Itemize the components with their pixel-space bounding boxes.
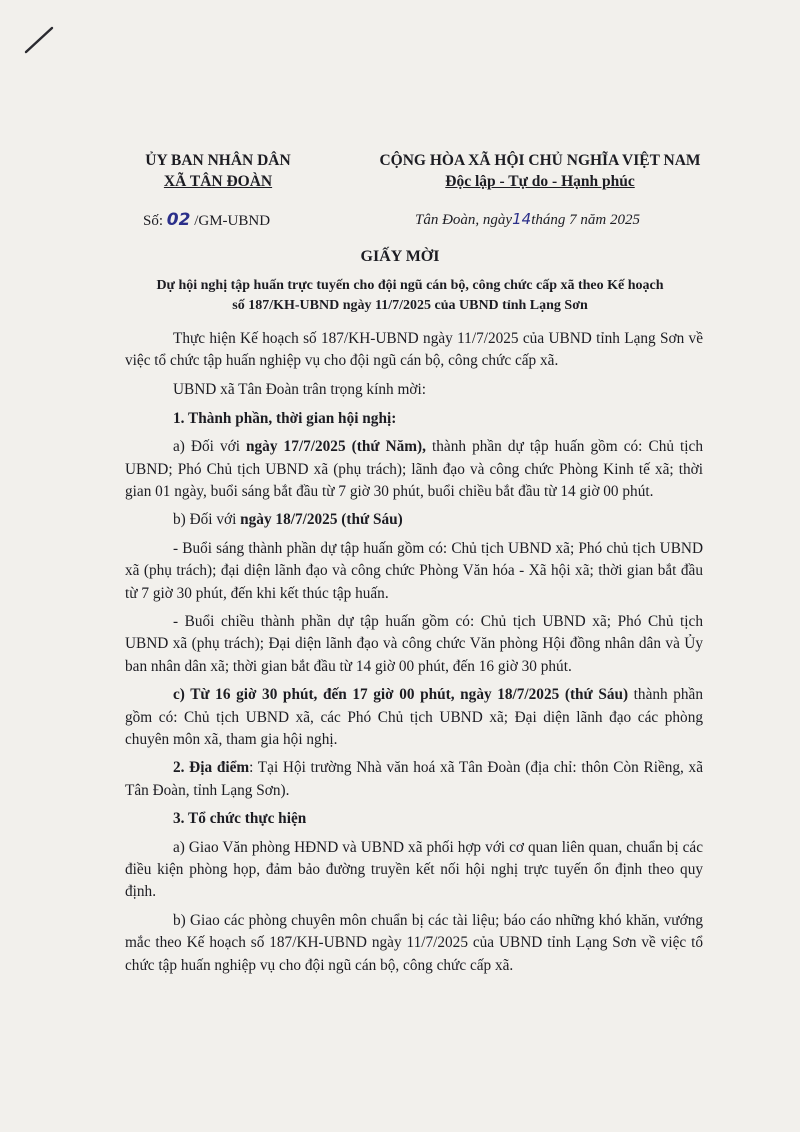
section-2 [125,757,703,801]
issuing-agency [128,150,308,192]
section-3b: b) Giao các phòng chuyên môn chuẩn bị các tài liệu; báo cáo những khó khăn, vướng mắc theo Kế hoạch số 187/KH-UBND ngày 11/7/2025 của UBND tỉnh Lạng Sơn về việc tổ chức tập huấn nghiệp vụ cho đội ngũ cán bộ, công chức cấp xã. [125,912,703,974]
motto: Độc lập - Tự do - Hạnh phúc [445,173,635,190]
subtitle-line-1: Dự hội nghị tập huấn trực tuyến cho đội ngũ cán bộ, công chức cấp xã theo Kế hoạch [156,278,664,293]
section-1b-afternoon: - Buổi chiều thành phần dự tập huấn gồm có: Chủ tịch UBND xã; Phó Chủ tịch UBND xã (phụ trách); Đại diện lãnh đạo và công chức Văn phòng Hội đồng nhân dân và Ủy ban nhân dân xã; thời gian bắt đầu từ 14 giờ 00 phút, đến 16 giờ 30 phút. [125,613,703,675]
invite-paragraph: UBND xã Tân Đoàn trân trọng kính mời: [173,380,426,398]
section-1-heading-text: 1. Thành phần, thời gian hội nghị: [173,409,397,427]
section-3a: a) Giao Văn phòng HĐND và UBND xã phối hợp với cơ quan liên quan, chuẩn bị các điều kiện phòng họp, đảm bảo đường truyền kết nối hội nghị trực tuyến ổn định theo quy định. [125,839,703,901]
document-body [125,328,703,983]
handwritten-number: 02 [166,210,191,230]
section-1b [125,509,703,531]
section-1-heading [125,408,703,430]
section-2-heading: 2. Địa điểm [173,759,250,777]
document-number-prefix: Số: [143,213,167,229]
section-1a-text: thành phần dự tập huấn gồm có: Chủ tịch UBND; Phó Chủ tịch UBND xã (phụ trách); lãnh đạo và công chức Phòng Kinh tế xã; thời gian 01 ngày, buổi sáng bắt đầu từ 7 giờ 30 phút, buổi chiều bắt đầu từ 14 giờ 00 phút. [125,438,703,500]
country-name: CỘNG HÒA XÃ HỘI CHỦ NGHĨA VIỆT NAM [379,152,701,169]
handwritten-day: 14 [512,210,532,228]
intro-paragraph: Thực hiện Kế hoạch số 187/KH-UBND ngày 11/7/2025 của UBND tỉnh Lạng Sơn về việc tổ chức tập huấn nghiệp vụ cho đội ngũ cán bộ, công chức cấp xã. [125,330,703,370]
section-1c-text: thành phần gồm có: Chủ tịch UBND xã, các Phó Chủ tịch UBND xã; Đại diện lãnh đạo các phòng chuyên môn xã, tham gia hội nghị. [125,686,703,748]
document-subtitle [120,276,700,316]
section-3-heading-text: 3. Tổ chức thực hiện [173,810,307,828]
section-3-heading [125,808,703,830]
section-1a-pre: a) Đối với [173,438,247,456]
national-motto [360,150,720,192]
date-prefix: Tân Đoàn, ngày [415,212,513,228]
agency-name: ỦY BAN NHÂN DÂN [145,152,291,169]
section-1b-date: ngày 18/7/2025 (thứ Sáu) [240,511,403,529]
section-2-text: : Tại Hội trường Nhà văn hoá xã Tân Đoàn (địa chỉ: thôn Còn Riềng, xã Tân Đoàn, tỉnh Lạng Sơn). [125,759,703,799]
document-date [415,210,640,229]
pen-mark [22,22,58,58]
section-1a [125,436,703,503]
document-title: GIẤY MỜI [360,248,440,265]
document-number [143,210,270,230]
subtitle-line-2: số 187/KH-UBND ngày 11/7/2025 của UBND tỉnh Lạng Sơn [232,298,588,313]
date-rest: tháng 7 năm 2025 [531,212,640,228]
section-1c-time: c) Từ 16 giờ 30 phút, đến 17 giờ 00 phút, ngày 18/7/2025 (thứ Sáu) [173,686,629,704]
section-1c [125,684,703,751]
section-1b-morning: - Buổi sáng thành phần dự tập huấn gồm có: Chủ tịch UBND xã; Phó chủ tịch UBND xã (phụ trách); đại diện lãnh đạo và công chức Phòng Văn hóa - Xã hội xã; thời gian bắt đầu từ 7 giờ 30 phút, đến khi kết thúc tập huấn. [125,540,703,602]
section-1a-date: ngày 17/7/2025 (thứ Năm), [246,438,426,456]
commune-name: XÃ TÂN ĐOÀN [163,173,273,190]
section-1b-pre: b) Đối với [173,511,241,529]
document-number-suffix: /GM-UBND [190,213,271,229]
